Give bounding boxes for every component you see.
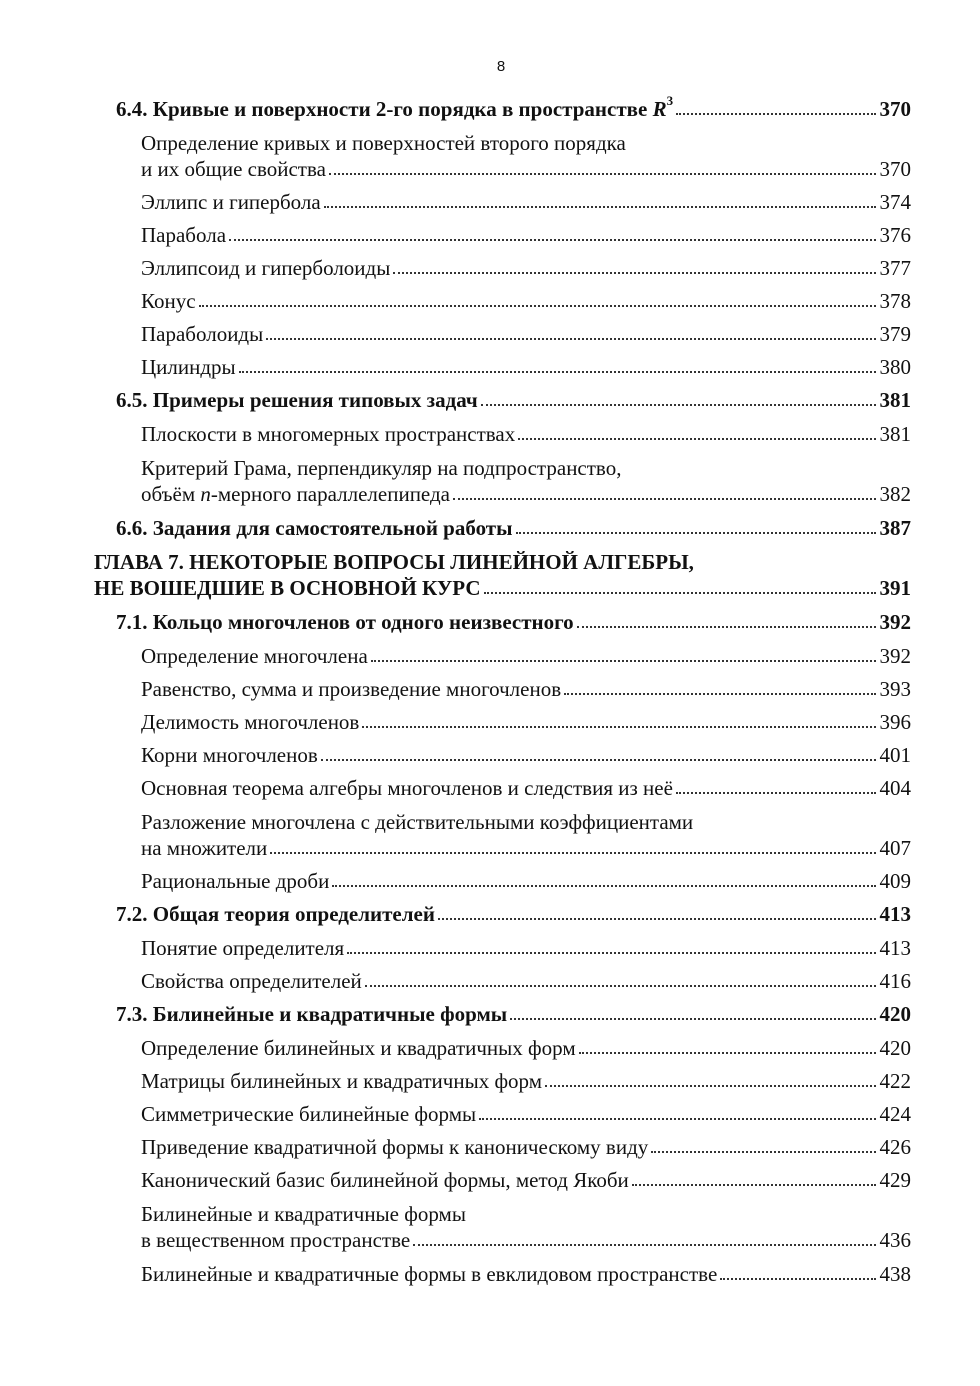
toc-entry-title: Понятие определителя [141,936,345,960]
toc-entry-title: Равенство, сумма и произведение многочленов [141,677,562,701]
toc-entry-title: Свойства определителей [141,969,362,993]
dot-leader [510,1018,875,1020]
toc-entry-determinant-concept[interactable] [94,935,911,961]
table-of-contents [94,92,911,1287]
toc-page-number: 429 [879,1168,911,1192]
toc-entry-title: Основная теорема алгебры многочленов и следствия из неё [141,776,673,800]
toc-entry-title: 7.1. Кольцо многочленов от одного неизвестного [116,610,574,634]
toc-page-number: 436 [879,1228,911,1252]
dot-leader [347,952,875,954]
toc-entry-6-6[interactable] [94,515,911,541]
toc-page-number: 377 [879,256,911,280]
dot-leader [479,1118,875,1120]
toc-entry-title: 7.2. Общая теория определителей [116,902,435,926]
dot-leader [676,792,876,794]
toc-page-number: 392 [879,644,911,668]
dimension-superscript: 3 [666,93,674,108]
dot-leader [516,532,876,534]
toc-entry-title: Определение билинейных и квадратичных форм [141,1036,576,1060]
toc-page-number: 374 [879,190,911,214]
toc-page-number: 416 [879,969,911,993]
toc-page-number: 381 [879,422,911,446]
toc-page-number: 378 [879,289,911,313]
toc-entry-title: Корни многочленов [141,743,318,767]
toc-entry-bilinear-definition[interactable] [94,1035,911,1061]
toc-entry-title: 6.4. Кривые и поверхности 2-го порядка в пространстве [116,97,653,121]
dot-leader [413,1244,875,1246]
toc-page-number: 438 [879,1262,911,1286]
dot-leader [270,852,875,854]
toc-entry-ellipsoid[interactable] [94,255,911,281]
toc-entry-cone[interactable] [94,288,911,314]
toc-entry-rational-fractions[interactable] [94,868,911,894]
toc-entry-bilinear-matrices[interactable] [94,1068,911,1094]
toc-entry-chapter-7[interactable] [94,549,911,601]
toc-entry-title: Цилиндры [141,355,236,379]
space-symbol: R [652,97,667,121]
toc-entry-factorization[interactable] [94,809,911,861]
toc-page-number: 413 [879,902,911,926]
toc-entry-gram-criterion[interactable] [94,455,911,507]
toc-page-number: 370 [879,157,911,181]
toc-entry-symmetric-bilinear[interactable] [94,1101,911,1127]
toc-page-number: 380 [879,355,911,379]
dot-leader [632,1184,876,1186]
toc-entry-title: -мерного параллелепипеда [210,482,450,506]
toc-entry-ellipse-hyperbola[interactable] [94,189,911,215]
toc-entry-title-prefix: объём [141,482,201,506]
toc-entry-polynomial-operations[interactable] [94,676,911,702]
toc-entry-title: Рациональные дроби [141,869,330,893]
toc-page-number: 413 [879,936,911,960]
toc-entry-title: Эллипсоид и гиперболоиды [141,256,391,280]
toc-entry-divisibility[interactable] [94,709,911,735]
dot-leader [324,206,876,208]
toc-entry-title: Билинейные и квадратичные формы в евклидовом пространстве [141,1262,718,1286]
toc-entry-title: Приведение квадратичной формы к каноническому виду [141,1135,649,1159]
toc-entry-title: Симметрические билинейные формы [141,1102,477,1126]
toc-entry-jacobi-method[interactable] [94,1167,911,1193]
toc-page-number: 382 [879,482,911,506]
toc-entry-roots[interactable] [94,742,911,768]
toc-page-number: 422 [879,1069,911,1093]
dot-leader [266,338,875,340]
toc-entry-title: и их общие свойства [141,157,326,181]
dot-leader [438,918,876,920]
toc-entry-fundamental-theorem[interactable] [94,775,911,801]
toc-entry-cylinders[interactable] [94,354,911,380]
dimension-variable: n [200,482,211,506]
toc-entry-title: в вещественном пространстве [141,1228,411,1252]
toc-page-number: 379 [879,322,911,346]
dot-leader [393,272,875,274]
toc-page-number: 404 [879,776,911,800]
toc-entry-title: 6.5. Примеры решения типовых задач [116,388,478,412]
toc-entry-7-2[interactable] [94,901,911,927]
toc-page-number: 420 [879,1036,911,1060]
dot-leader [564,693,875,695]
toc-entry-planes[interactable] [94,421,911,447]
page-number: 8 [496,58,506,75]
dot-leader [362,726,875,728]
toc-page-number: 409 [879,869,911,893]
dot-leader [229,239,875,241]
toc-entry-title-line1: Разложение многочлена с действительными коэффициентами [141,810,694,834]
toc-page-number: 426 [879,1135,911,1159]
dot-leader [371,660,876,662]
toc-entry-title: 6.6. Задания для самостоятельной работы [116,516,513,540]
toc-entry-curves-definition[interactable] [94,130,911,182]
dot-leader [365,985,876,987]
dot-leader [453,498,876,500]
dot-leader [545,1085,875,1087]
toc-entry-title-line1: Критерий Грама, перпендикуляр на подпространство, [141,456,622,480]
toc-page-number: 393 [879,677,911,701]
toc-page-number: 392 [879,610,911,634]
toc-entry-title-line1: Билинейные и квадратичные формы [141,1202,466,1226]
dot-leader [518,438,875,440]
toc-entry-determinant-properties[interactable] [94,968,911,994]
toc-entry-title: Конус [141,289,196,313]
toc-entry-6-5[interactable] [94,387,911,413]
toc-page-number: 376 [879,223,911,247]
toc-page-number: 407 [879,836,911,860]
toc-entry-title-line1: Определение кривых и поверхностей второго порядка [141,131,626,155]
toc-entry-canonical-form[interactable] [94,1134,911,1160]
toc-entry-title: Эллипс и гипербола [141,190,321,214]
toc-entry-title: Канонический базис билинейной формы, метод Якоби [141,1168,629,1192]
toc-entry-polynomial-definition[interactable] [94,643,911,669]
toc-page-number: 387 [879,516,911,540]
dot-leader [720,1278,875,1280]
toc-entry-real-space-forms[interactable] [94,1201,911,1253]
dot-leader [577,626,876,628]
toc-chapter-title-line1: ГЛАВА 7. НЕКОТОРЫЕ ВОПРОСЫ ЛИНЕЙНОЙ АЛГЕБРЫ, [94,550,694,574]
toc-page-number: 424 [879,1102,911,1126]
toc-entry-title: Делимость многочленов [141,710,360,734]
dot-leader [579,1052,876,1054]
dot-leader [321,759,876,761]
dot-leader [484,592,876,594]
toc-page-number: 381 [879,388,911,412]
dot-leader [239,371,876,373]
dot-leader [481,404,876,406]
toc-entry-7-3[interactable] [94,1001,911,1027]
toc-page-number: 396 [879,710,911,734]
toc-page-number: 370 [879,97,911,121]
toc-entry-7-1[interactable] [94,609,911,635]
toc-entry-6-4[interactable] [94,93,911,122]
toc-page-number: 391 [879,576,911,600]
dot-leader [199,305,876,307]
toc-entry-euclidean-forms[interactable] [94,1261,911,1287]
dot-leader [651,1151,875,1153]
dot-leader [329,173,876,175]
toc-entry-title: Определение многочлена [141,644,368,668]
toc-page-number: 420 [879,1002,911,1026]
dot-leader [676,113,875,115]
dot-leader [332,885,875,887]
toc-entry-title: 7.3. Билинейные и квадратичные формы [116,1002,508,1026]
toc-page-number: 401 [879,743,911,767]
toc-entry-title: Параболоиды [141,322,264,346]
toc-entry-title: на множители [141,836,268,860]
toc-entry-title: Плоскости в многомерных пространствах [141,422,516,446]
toc-entry-paraboloids[interactable] [94,321,911,347]
toc-entry-title: Парабола [141,223,227,247]
toc-entry-title: Матрицы билинейных и квадратичных форм [141,1069,543,1093]
toc-entry-title: НЕ ВОШЕДШИЕ В ОСНОВНОЙ КУРС [94,576,481,600]
toc-entry-parabola[interactable] [94,222,911,248]
